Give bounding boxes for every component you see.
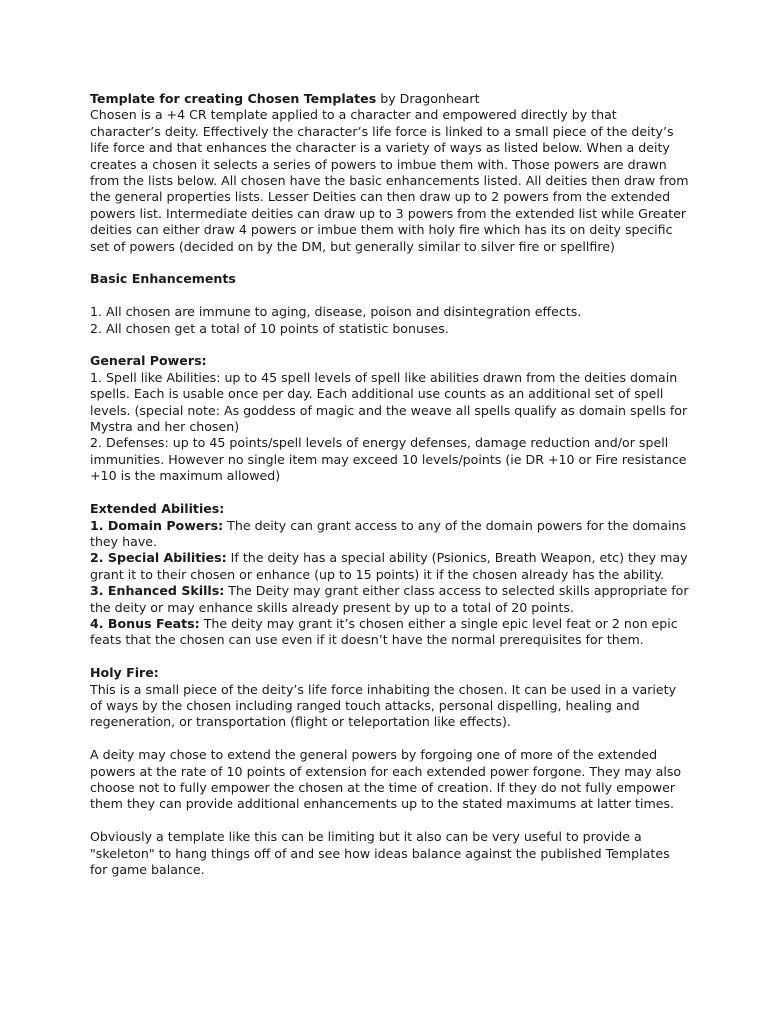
- extended-item-3-label: 3. Enhanced Skills:: [90, 583, 225, 599]
- extended-item-1: [90, 518, 690, 551]
- extended-item-4-text: The deity may grant it’s chosen either a single epic level feat or 2 non epic feats that the chosen can use even if it doesn’t have the normal prerequisites for them.: [90, 615, 678, 648]
- extended-item-3: [90, 583, 690, 616]
- general-item-2: 2. Defenses: up to 45 points/spell levels of energy defenses, damage reduction and/or spell immunities. However no single item may exceed 10 levels/points (ie DR +10 or Fire resistance +10 is the maximum allowed): [90, 435, 687, 484]
- closing-paragraph: Obviously a template like this can be limiting but it also can be very useful to provide a "skeleton" to hang things off of and see how ideas balance against the published Templates for game balance.: [90, 829, 670, 877]
- general-item-1: 1. Spell like Abilities: up to 45 spell levels of spell like abilities drawn from the deities domain spells. Each is usable once per day. Each additional use counts as an additional set of spell levels. (special note: As goddess of magic and the weave all spells qualify as domain spells for Mystra and her chosen): [90, 369, 688, 435]
- extended-item-4: [90, 616, 690, 649]
- document-title: [90, 91, 690, 107]
- title-author: by Dragonheart: [376, 91, 480, 106]
- extension-paragraph: A deity may chose to extend the general powers by forgoing one of more of the extended powers at the rate of 10 points of extension for each extended power forgone. They may also choose not to fully empower the chosen at the time of creation. If they do not fully empower them they can provide additional enhancements up to the stated maximums at latter times.: [90, 747, 682, 812]
- title-bold: Template for creating Chosen Templates: [90, 91, 377, 106]
- extended-item-3-text: The Deity may grant either class access to selected skills appropriate for the deity or may enhance skills already present by up to a total of 20 points.: [90, 583, 689, 615]
- extended-item-4-label: 4. Bonus Feats:: [90, 615, 200, 631]
- extended-item-1-text: The deity can grant access to any of the domain powers for the domains they have.: [90, 517, 687, 549]
- basic-item-1: 1. All chosen are immune to aging, disease, poison and disintegration effects.: [90, 304, 582, 320]
- holy-fire-heading: Holy Fire:: [90, 665, 159, 681]
- spacer: [90, 288, 690, 304]
- intro-paragraph: Chosen is a +4 CR template applied to a character and empowered directly by that character’s deity. Effectively the character’s life force is linked to a small piece of the deity’s life force and that enhances the character is a variety of ways as listed below. When a deity creates a chosen it selects a series of powers to imbue them with. Those powers are drawn from the lists below. All chosen have the basic enhancements listed. All deities then draw from the general properties lists. Lesser Deities can then draw up to 2 powers from the extended powers list. Intermediate deities can draw up to 3 powers from the extended list while Greater deities can either draw 4 powers or imbue them with holy fire which has its on deity specific set of powers (decided on by the DM, but generally similar to silver fire or spellfire): [90, 107, 689, 254]
- extended-item-2: [90, 550, 690, 583]
- general-powers-heading: General Powers:: [90, 353, 207, 369]
- holy-fire-paragraph: This is a small piece of the deity’s life force inhabiting the chosen. It can be used in a variety of ways by the chosen including ranged touch attacks, personal dispelling, healing and regeneration, or transportation (flight or teleportation like effects).: [90, 681, 677, 730]
- basic-enhancements-heading: Basic Enhancements: [90, 271, 236, 287]
- extended-item-2-label: 2. Special Abilities:: [90, 550, 227, 566]
- extended-abilities-heading: Extended Abilities:: [90, 501, 225, 517]
- extended-item-1-label: 1. Domain Powers:: [90, 517, 224, 533]
- basic-item-2: 2. All chosen get a total of 10 points of statistic bonuses.: [90, 320, 449, 336]
- document-body: [90, 91, 690, 895]
- extended-item-2-text: If the deity has a special ability (Psionics, Breath Weapon, etc) they may grant it to their chosen or enhance (up to 15 points) it if the chosen already has the ability.: [90, 550, 688, 582]
